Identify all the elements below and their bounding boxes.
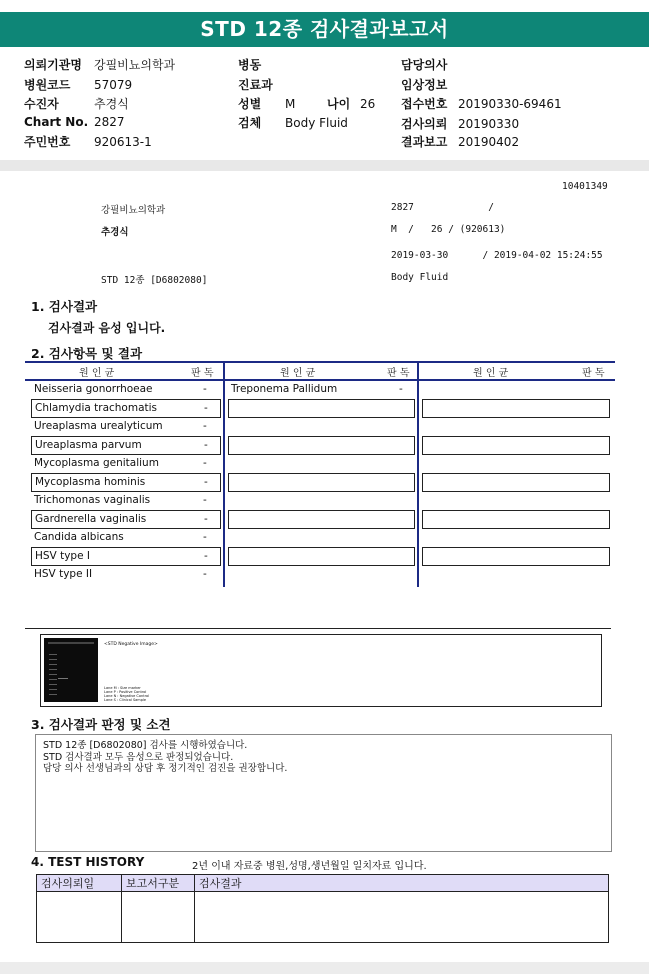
empty-result-box xyxy=(228,473,415,492)
col1-header-judge: 판 독 xyxy=(191,368,214,379)
header-row-specimen: 검체 Body Fluid xyxy=(238,116,348,130)
result-row: Ureaplasma parvum - xyxy=(31,436,221,455)
header-row-patient: 수진자 추경식 xyxy=(24,97,129,111)
col1-header-pathogen: 원 인 균 xyxy=(79,368,115,379)
result-row: Gardnerella vaginalis - xyxy=(31,510,221,529)
findings-box: STD 12종 [D6802080] 검사를 시행하였습니다. STD 검사결과 모두 음성으로 판정되었습니다. 담당 의사 선생님과의 상담 후 정기적인 검진을 권장합니다. xyxy=(35,734,612,852)
history-empty-row xyxy=(37,892,609,943)
result-row: Treponema Pallidum - xyxy=(231,383,403,395)
info-chart: 2827 / xyxy=(391,202,494,213)
report-code: 10401349 xyxy=(562,181,608,192)
header-row-chart-no: Chart No. 2827 xyxy=(24,115,125,129)
empty-result-box xyxy=(422,510,610,529)
header-row-receipt-no: 접수번호 20190330-69461 xyxy=(401,97,562,111)
result-row: Neisseria gonorrhoeae - xyxy=(34,383,207,395)
section1-result: 검사결과 음성 입니다. xyxy=(48,321,166,335)
header-row-clinic: 의뢰기관명 강필비뇨의학과 xyxy=(24,58,176,72)
header-row-age: 나이 26 xyxy=(327,97,376,111)
info-test: STD 12종 [D6802080] xyxy=(101,275,208,286)
section3-title: 3. 검사결과 판정 및 소견 xyxy=(31,717,171,732)
result-row: Mycoplasma hominis - xyxy=(31,473,221,492)
empty-result-box xyxy=(228,547,415,566)
gel-caption: <STD Negative Image> xyxy=(104,642,158,647)
empty-result-box xyxy=(228,436,415,455)
header-row-report-date: 결과보고 20190402 xyxy=(401,135,520,149)
divider-line xyxy=(25,628,611,629)
empty-result-box xyxy=(422,547,610,566)
header-row-hospital-code: 병원코드 57079 xyxy=(24,78,133,92)
empty-result-box xyxy=(422,399,610,418)
section4-title: 4. TEST HISTORY xyxy=(31,855,145,869)
result-row: Ureaplasma urealyticum - xyxy=(34,420,207,432)
info-specimen: Body Fluid xyxy=(391,272,449,283)
header-row-doctor: 담당의사 xyxy=(401,58,448,72)
report-title: STD 12종 검사결과보고서 xyxy=(0,12,649,47)
gel-legend: Lane M : Size marker Lane P : Positive Control Lane N : Negative Control Lane S : Clinical Sample xyxy=(104,686,150,702)
empty-result-box xyxy=(422,436,610,455)
empty-result-box xyxy=(422,473,610,492)
results-table-header xyxy=(25,361,615,381)
col2-header-pathogen: 원 인 균 xyxy=(280,368,316,379)
info-sex-age: M / 26 / (920613) xyxy=(391,224,506,235)
result-row: HSV type II - xyxy=(34,568,207,580)
history-header-request-date: 검사의뢰일 xyxy=(37,875,122,892)
col2-header-judge: 판 독 xyxy=(387,368,410,379)
footer-band xyxy=(0,962,649,974)
header-row-ward: 병동 xyxy=(238,58,262,72)
history-header-report-type: 보고서구분 xyxy=(122,875,195,892)
section4-note: 2년 이내 자료중 병원,성명,생년월일 일치자료 입니다. xyxy=(192,861,427,872)
empty-result-box xyxy=(228,399,415,418)
header-row-sex: 성별 M xyxy=(238,97,296,111)
result-row: HSV type I - xyxy=(31,547,221,566)
column-divider xyxy=(223,361,225,587)
info-patient: 추경식 xyxy=(101,227,129,238)
result-row: Mycoplasma genitalium - xyxy=(34,457,207,469)
history-header-result: 검사결과 xyxy=(195,875,609,892)
result-row: Chlamydia trachomatis - xyxy=(31,399,221,418)
header-row-department: 진료과 xyxy=(238,78,273,92)
header-separator xyxy=(0,160,649,171)
header-row-resident-no: 주민번호 920613-1 xyxy=(24,135,152,149)
section1-title: 1. 검사결과 xyxy=(31,299,98,314)
header-row-clinical-info: 임상정보 xyxy=(401,78,448,92)
section2-title: 2. 검사항목 및 결과 xyxy=(31,346,143,361)
info-clinic: 강필비뇨의학과 xyxy=(101,205,166,216)
column-divider xyxy=(417,361,419,587)
info-dates: 2019-03-30 / 2019-04-02 15:24:55 xyxy=(391,250,603,261)
col3-header-judge: 판 독 xyxy=(582,368,605,379)
empty-result-box xyxy=(228,510,415,529)
result-row: Candida albicans - xyxy=(34,531,207,543)
test-history-table xyxy=(36,874,609,943)
header-row-request-date: 검사의뢰 20190330 xyxy=(401,117,520,131)
result-row: Trichomonas vaginalis - xyxy=(34,494,207,506)
col3-header-pathogen: 원 인 균 xyxy=(473,368,509,379)
gel-electrophoresis-image xyxy=(44,638,98,702)
